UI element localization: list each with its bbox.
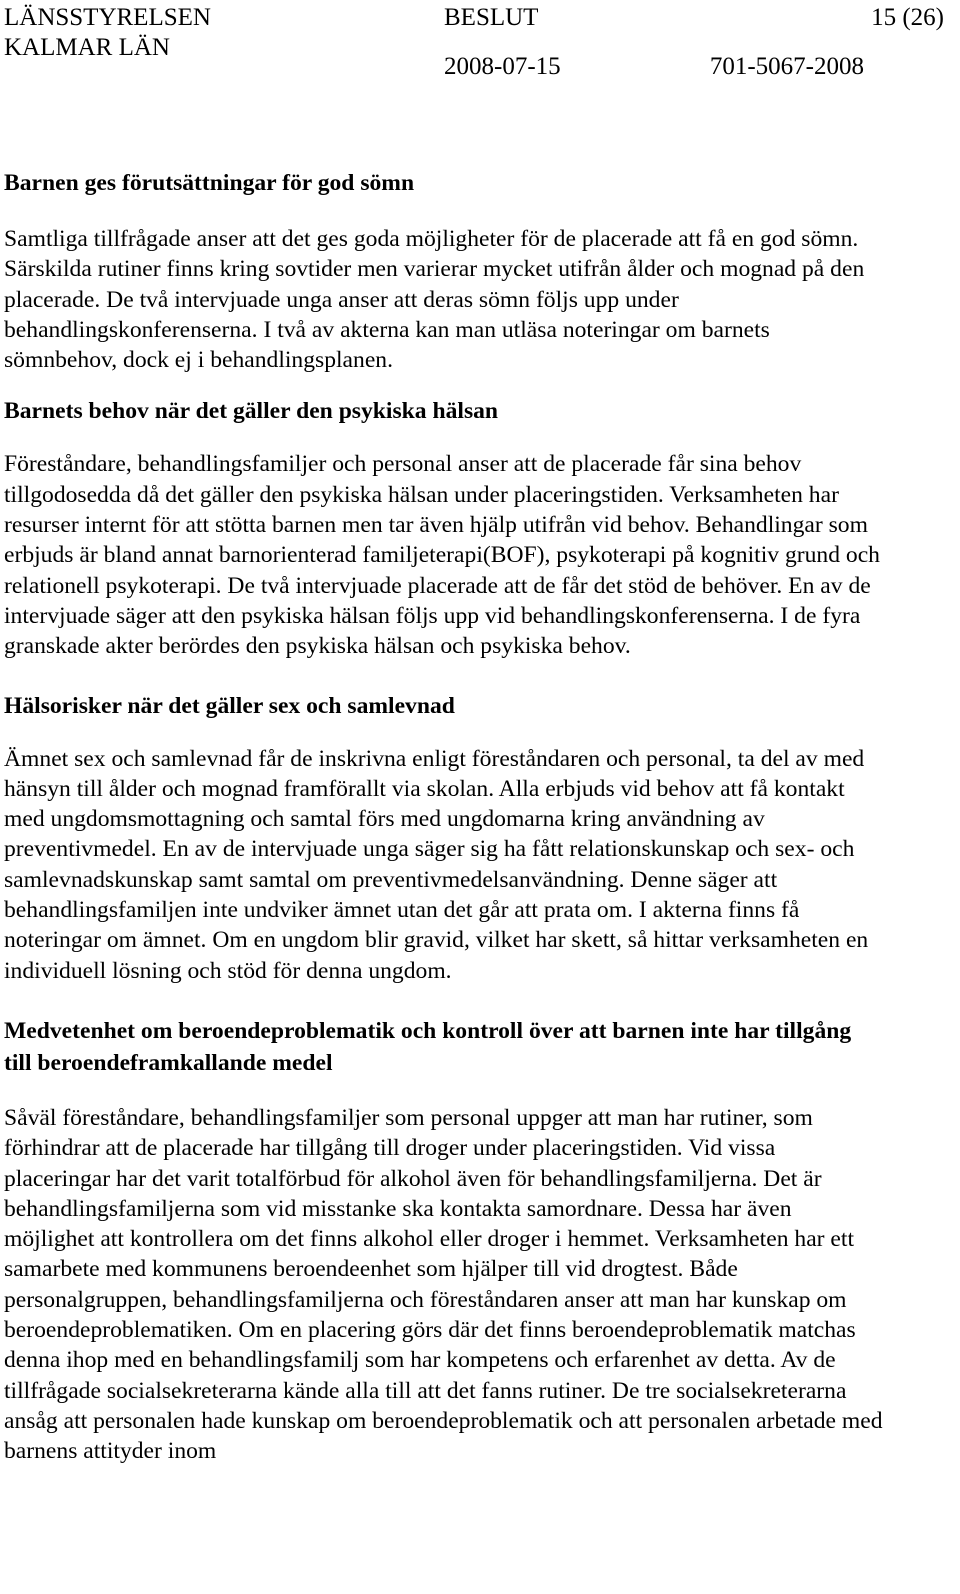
header-org-line1: LÄNSSTYRELSEN [4,4,211,31]
section-mental-health [4,395,884,661]
section-paragraph: Samtliga tillfrågade anser att det ges goda möjligheter för de placerade att få en god sömn. Särskilda rutiner finns kring sovtider men varierar mycket utifrån ålder och mognad på den placerade. De två intervjuade unga anser att deras sömn följs upp under behandlingskonferenserna. I två av akterna kan man utläsa noteringar om barnets sömnbehov, dock ej i behandlingsplanen. [4,226,865,374]
section-paragraph: Såväl föreståndare, behandlingsfamiljer som personal uppger att man har rutiner, som förhindrar att de placerade har tillgång till droger under placeringstiden. Vid vissa placeringar har det varit totalförbud för alkohol även för behandlingsfamiljerna. Det är behandlingsfamiljerna som vid misstanke ska kontakta samordnare. Dessa har även möjlighet att kontrollera om det finns alkohol eller droger i hemmet. Verksamheten har ett samarbete med kommunens beroendeenhet som hjälper till vid drogtest. Både personalgruppen, behandlingsfamiljerna och föreståndaren anser att man har kunskap om beroendeproblematiken. Om en placering görs där det finns beroendeproblematik matchas denna ihop med en behandlingsfamilj som har kompetens och erfarenhet av detta. Av de tillfrågade socialsekreterarna kände alla till att det fanns rutiner. De tre socialsekreterarna ansåg att personalen hade kunskap om beroendeproblematik och att personalen arbetade med barnens attityder inom [4,1104,883,1465]
section-addiction [4,1015,884,1467]
header-date: 2008-07-15 [444,53,561,80]
header-doc-type: BESLUT [444,4,539,31]
header-reference-number: 701-5067-2008 [709,53,864,80]
section-heading: Barnets behov när det gäller den psykiska hälsan [4,398,499,425]
header-page-number: 15 (26) [871,4,944,31]
section-heading: Hälsorisker när det gäller sex och samlevnad [4,692,455,719]
section-heading: Barnen ges förutsättningar för god sömn [4,170,415,196]
section-paragraph: Föreståndare, behandlingsfamiljer och personal anser att de placerade får sina behov tillgodosedda då det gäller den psykiska hälsan under placeringstiden. Verksamheten har resurser internt för att stötta barnen men tar även hjälp utifrån vid behov. Behandlingar som erbjuds är bland annat barnorienterad familjeterapi(BOF), psykoterapi på kognitiv grund och relationell psykoterapi. De två intervjuade placerade att de får det stöd de behöver. En av de intervjuade säger att den psykiska hälsan följs upp vid behandlingskonferenserna. I de fyra granskade akter berördes den psykiska hälsan och psykiska behov. [4,451,880,660]
section-heading: Medvetenhet om beroendeproblematik och kontroll över att barnen inte har tillgång till beroendeframkallande medel [4,1017,852,1076]
document-body [4,167,884,1467]
section-sleep [4,167,884,375]
section-paragraph: Ämnet sex och samlevnad får de inskrivna enligt föreståndaren och personal, ta del av med hänsyn till ålder och mognad framförallt via skolan. Alla erbjuds vid behov att få kontakt med ungdomsmottagning och samtal förs med ungdomarna kring användning av preventivmedel. En av de intervjuade unga säger sig ha fått relationskunskap och sex- och samlevnadskunskap samt samtal om preventivmedelsanvändning. Denne säger att behandlingsfamiljen inte undviker ämnet utan det går att prata om. I akterna finns få noteringar om ämnet. Om en ungdom blir gravid, vilket har skett, så hittar verksamheten en individuell lösning och stöd för denna ungdom. [4,745,869,984]
section-sexual-health [4,690,884,986]
header-org-line2: KALMAR LÄN [4,34,170,61]
